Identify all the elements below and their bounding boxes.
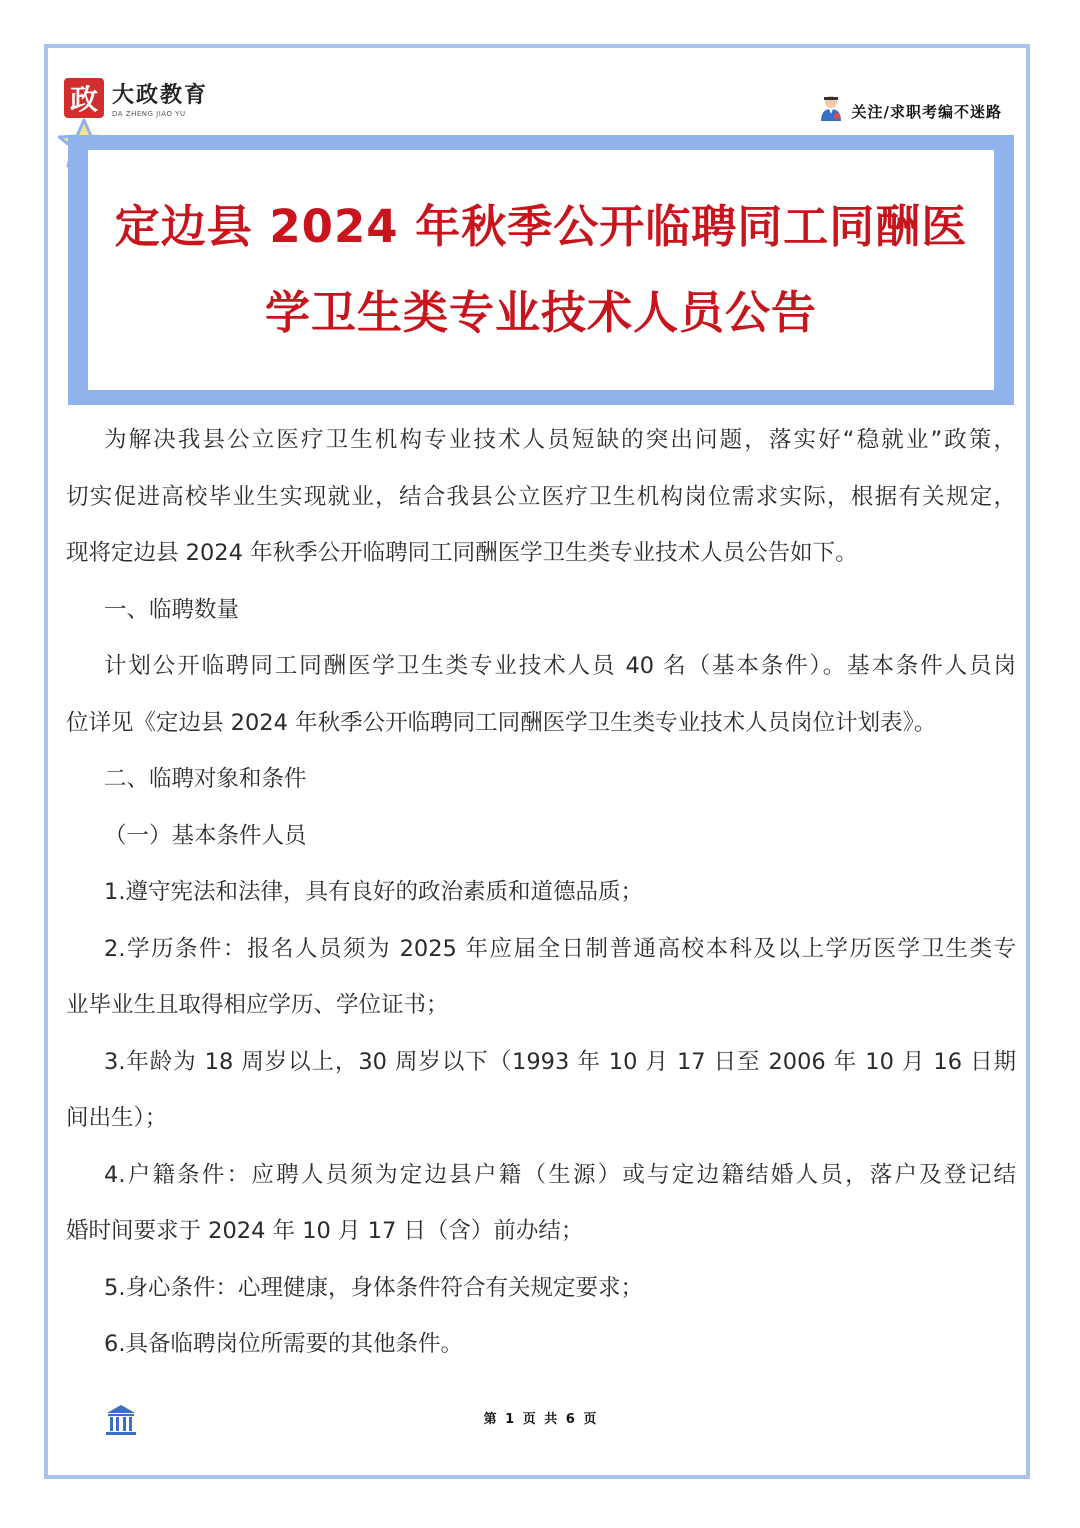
title-line-1: 定边县 2024 年秋季公开临聘同工同酬医: [114, 200, 968, 253]
condition-item-1: 1.遵守宪法和法律，具有良好的政治素质和道德品质；: [104, 879, 643, 905]
condition-item-2-line-1: 2.学历条件：报名人员须为 2025 年应届全日制普通高校本科及以上学历医学卫生类专: [104, 935, 1016, 962]
condition-item-4-line-2: 婚时间要求于 2024 年 10 月 17 日（含）前办结；: [66, 1218, 584, 1244]
title-box: [88, 150, 994, 390]
title-line-2: 学卫生类专业技术人员公告: [264, 286, 817, 339]
intro-line-1: 为解决我县公立医疗卫生机构专业技术人员短缺的突出问题，落实好“稳就业”政策，: [104, 427, 1016, 453]
section-1-heading: 一、临聘数量: [104, 596, 240, 623]
logo-mark: 政: [64, 78, 104, 118]
section-2-subheading: （一）基本条件人员: [104, 822, 307, 849]
intro-line-3: 现将定边县 2024 年秋季公开临聘同工同酬医学卫生类专业技术人员公告如下。: [66, 540, 858, 566]
condition-item-3-line-1: 3.年龄为 18 周岁以上，30 周岁以下（1993 年 10 月 17 日至 2006 年 10 月 16 日期: [104, 1048, 1016, 1075]
section-1-line-2: 位详见《定边县 2024 年秋季公开临聘同工同酬医学卫生类专业技术人员岗位计划表》。: [66, 709, 937, 736]
condition-item-4-line-1: 4.户籍条件：应聘人员须为定边县户籍（生源）或与定边籍结婚人员，落户及登记结: [104, 1161, 1016, 1188]
condition-item-5: 5.身心条件：心理健康，身体条件符合有关规定要求；: [104, 1274, 643, 1301]
section-2-heading: 二、临聘对象和条件: [104, 766, 307, 792]
condition-item-6: 6.具备临聘岗位所需要的其他条件。: [104, 1331, 463, 1357]
logo-name-cn: 大政教育: [112, 82, 209, 108]
brand-logo: [64, 78, 208, 118]
logo-text: [112, 78, 208, 118]
logo-name-en: DA ZHENG JIAO YU: [112, 110, 186, 118]
condition-item-2-line-2: 业毕业生且取得相应学历、学位证书；: [66, 992, 449, 1018]
person-icon: [818, 94, 844, 122]
section-1-line-1: 计划公开临聘同工同酬医学卫生类专业技术人员 40 名（基本条件）。基本条件人员岗: [104, 653, 1016, 679]
intro-line-2: 切实促进高校毕业生实现就业，结合我县公立医疗卫生机构岗位需求实际，根据有关规定，: [66, 483, 1016, 510]
follow-text: 关注/求职考编不迷路: [851, 103, 1002, 121]
condition-item-3-line-2: 间出生）；: [66, 1105, 168, 1131]
follow-banner: [818, 94, 1002, 122]
notice-body: [66, 412, 1016, 1373]
page-indicator: 第 1 页 共 6 页: [483, 1412, 597, 1427]
